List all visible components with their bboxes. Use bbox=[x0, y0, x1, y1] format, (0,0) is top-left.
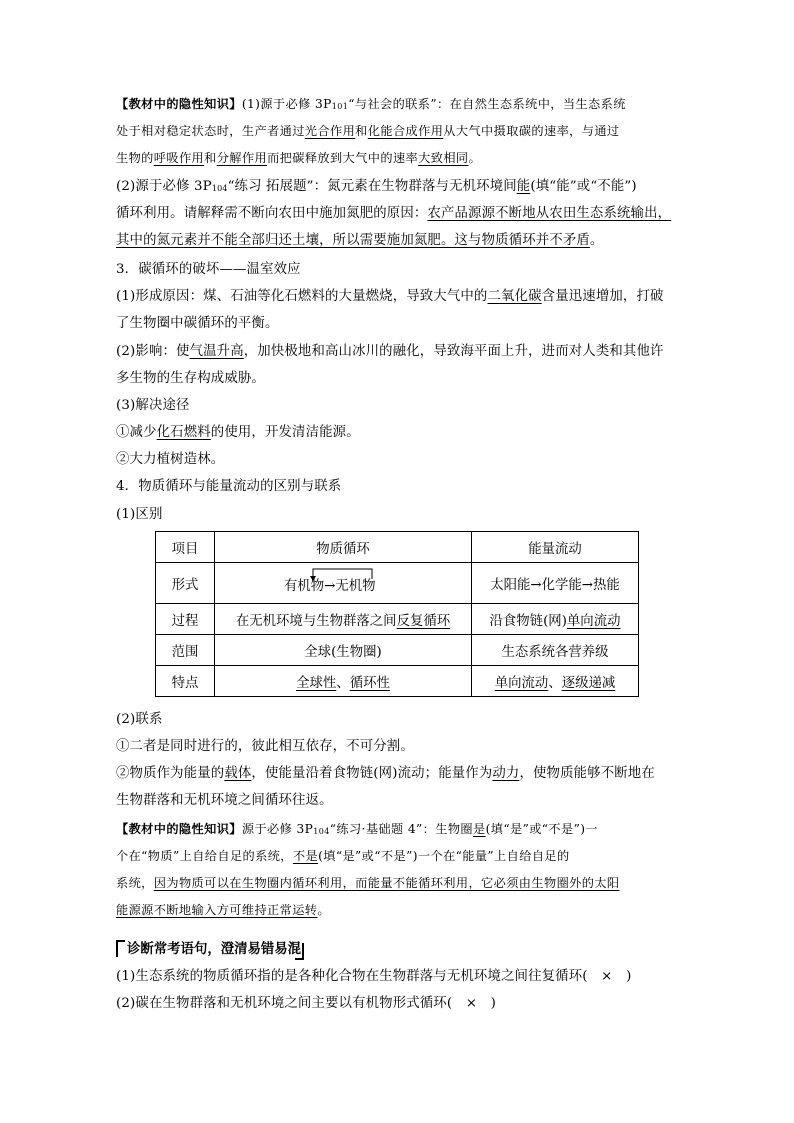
text-segment: 循环利用。请解释需不断向农田中施加氮肥的原因： bbox=[116, 206, 428, 221]
diagnose-question-2: (2)碳在生物群落和无机环境之间主要以有机物形式循环( × ) bbox=[116, 996, 497, 1011]
answer-blank: 循环性 bbox=[349, 675, 390, 691]
cause-line-1 bbox=[116, 284, 686, 310]
text-segment: 而把碳释放到大气中的速率 bbox=[267, 151, 419, 165]
table-cell bbox=[472, 666, 639, 697]
answer-blank: 因为物质可以在生物圈内循环利用，而能量不能循环利用，它必须由生物圈外的太阳 bbox=[153, 876, 620, 890]
table-cell: 生态系统各营养级 bbox=[472, 635, 639, 666]
text-segment: 和 bbox=[355, 124, 368, 138]
answer-blank: 全球性 bbox=[296, 675, 337, 691]
table-cell bbox=[472, 604, 639, 635]
text-segment: (填“是”或“不是”)一 bbox=[485, 822, 598, 836]
cycle-diagram bbox=[284, 566, 402, 596]
answer-blank: 分解作用 bbox=[216, 151, 268, 165]
table-cell: 全球(生物圈) bbox=[215, 635, 472, 666]
text-segment: 系统， bbox=[116, 876, 154, 890]
text-segment: 、 bbox=[336, 675, 350, 691]
answer-blank: 光合作用 bbox=[304, 124, 356, 138]
table-header-cell: 物质循环 bbox=[215, 532, 472, 563]
relation-item-2-line-1 bbox=[116, 761, 686, 787]
hidden-knowledge-2-line-1 bbox=[116, 816, 686, 845]
answer-blank: 呼吸作用 bbox=[153, 151, 205, 165]
text-segment: “练习 拓展题”：氮元素在生物群落与无机环境间 bbox=[227, 179, 517, 194]
table-row bbox=[156, 604, 639, 635]
diagnose-section-header bbox=[116, 938, 306, 960]
hidden-knowledge-2-line-3 bbox=[116, 870, 686, 896]
answer-blank: 不是 bbox=[292, 849, 319, 863]
table-row bbox=[156, 635, 639, 666]
hidden-knowledge-2-line-2 bbox=[116, 843, 686, 869]
page-subscript: 101 bbox=[331, 102, 349, 111]
text-segment: 。 bbox=[317, 903, 330, 917]
text-segment: (1)源于必修 3P bbox=[241, 97, 332, 111]
answer-blank: 农产品源源不断地从农田生态系统输出， bbox=[427, 206, 672, 221]
text-segment: “练习·基础题 4”：生物圈 bbox=[329, 822, 474, 836]
row-label: 过程 bbox=[156, 604, 215, 635]
table-header-row bbox=[156, 532, 639, 563]
text-segment: 源于必修 3P bbox=[241, 822, 314, 836]
left-bracket-icon bbox=[116, 940, 125, 957]
solution-heading: (3)解决途径 bbox=[116, 398, 190, 413]
hidden-knowledge-2-line-4 bbox=[116, 897, 686, 923]
diagnose-title: 诊断常考语句，澄清易错易混 bbox=[127, 941, 302, 957]
text-segment: 的使用，开发清洁能源。 bbox=[210, 425, 360, 440]
nitrogen-para-line-3 bbox=[116, 228, 686, 254]
table-row bbox=[156, 666, 639, 697]
answer-blank: 单向流动 bbox=[566, 613, 621, 629]
nitrogen-para-line-1 bbox=[116, 174, 686, 202]
table-row bbox=[156, 563, 639, 604]
answer-blank: 反复循环 bbox=[396, 613, 451, 629]
answer-blank: 能源源不断地输入方可维持正常运转 bbox=[116, 903, 318, 917]
row-label: 范围 bbox=[156, 635, 215, 666]
table-header-cell: 项目 bbox=[156, 532, 215, 563]
section-3-title: 3．碳循环的破坏——温室效应 bbox=[116, 262, 301, 277]
text-segment: ，使物质能够不断地在 bbox=[519, 766, 655, 781]
text-segment: 、 bbox=[548, 675, 562, 691]
solution-item-2: ②大力植树造林。 bbox=[116, 452, 225, 467]
page-subscript: 104 bbox=[211, 184, 228, 193]
answer-blank: 动力 bbox=[492, 766, 520, 781]
text-segment: 和 bbox=[204, 151, 217, 165]
text-segment: ，加快极地和高山冰川的融化，导致海平面上升，进而对人类和其他许 bbox=[243, 344, 664, 359]
right-bracket-icon bbox=[295, 943, 304, 960]
answer-blank: 其中的氮元素并不能全部归还土壤，所以需要施加氮肥。这与物质循环并不矛盾 bbox=[116, 233, 590, 248]
hidden-knowledge-1-line-1 bbox=[116, 91, 686, 120]
text-segment: 沿食物链(网) bbox=[489, 613, 567, 629]
answer-blank: 是 bbox=[473, 822, 486, 836]
answer-blank: 能 bbox=[516, 179, 531, 194]
answer-blank: 气温升高 bbox=[189, 344, 244, 359]
hidden-knowledge-1-line-2 bbox=[116, 118, 686, 144]
text-segment: 在无机环境与生物群落之间 bbox=[235, 613, 397, 629]
hidden-knowledge-1-line-3 bbox=[116, 145, 686, 171]
row-label: 形式 bbox=[156, 563, 215, 604]
text-segment: ②物质作为能量的 bbox=[116, 766, 225, 781]
answer-blank: 化能合成作用 bbox=[367, 124, 444, 138]
answer-blank: 化石燃料 bbox=[156, 425, 211, 440]
text-segment: (填“是”或“不是”)一个在“能量”上自给自足的 bbox=[318, 849, 570, 863]
effect-line-1 bbox=[116, 339, 686, 365]
hidden-knowledge-tag: 【教材中的隐性知识】 bbox=[116, 822, 242, 836]
text-segment: 个在“物质”上自给自足的系统， bbox=[116, 849, 293, 863]
text-segment: (填“能”或“不能”) bbox=[530, 179, 637, 194]
answer-blank: 单向流动 bbox=[494, 675, 549, 691]
row-label: 特点 bbox=[156, 666, 215, 697]
section-4-title: 4．物质循环与能量流动的区别与联系 bbox=[116, 479, 342, 494]
text-segment: “与社会的联系”：在自然生态系统中，当生态系统 bbox=[348, 97, 626, 111]
text-segment: (1)形成原因：煤、石油等化石燃料的大量燃烧，导致大气中的 bbox=[116, 289, 488, 304]
relation-item-1: ①二者是同时进行的，彼此相互依存，不可分割。 bbox=[116, 739, 414, 754]
text-segment: (2)影响：使 bbox=[116, 344, 190, 359]
text-segment: 。 bbox=[468, 151, 482, 165]
relation-item-2-line-2: 生物群落和无机环境之间循环往返。 bbox=[116, 793, 333, 808]
text-segment: 含量迅速增加，打破 bbox=[541, 289, 664, 304]
text-segment: (2)源于必修 3P bbox=[116, 179, 212, 194]
answer-blank: 大致相同 bbox=[418, 151, 469, 165]
table-cell: 太阳能→化学能→热能 bbox=[472, 563, 639, 604]
table-header-cell: 能量流动 bbox=[472, 532, 639, 563]
table-cell bbox=[215, 666, 472, 697]
cause-line-2: 了生物圈中碳循环的平衡。 bbox=[116, 316, 279, 331]
text-segment: 处于相对稳定状态时，生产者通过 bbox=[116, 124, 305, 138]
solution-item-1 bbox=[116, 420, 686, 446]
text-segment: 从大气中摄取碳的速率，与通过 bbox=[443, 124, 620, 138]
nitrogen-para-line-2 bbox=[116, 201, 686, 227]
cycle-label: 有机物→无机物 bbox=[284, 579, 376, 594]
text-segment: 生物的 bbox=[116, 151, 154, 165]
hidden-knowledge-tag: 【教材中的隐性知识】 bbox=[116, 97, 242, 111]
difference-heading: (1)区别 bbox=[116, 507, 163, 522]
cycle-diagram-cell bbox=[215, 563, 472, 604]
effect-line-2: 多生物的生存构成威胁。 bbox=[116, 371, 265, 386]
answer-blank: 逐级递减 bbox=[561, 675, 616, 691]
table-cell bbox=[215, 604, 472, 635]
page-subscript: 104 bbox=[313, 827, 330, 836]
answer-blank: 载体 bbox=[224, 766, 252, 781]
text-segment: ①减少 bbox=[116, 425, 157, 440]
comparison-table bbox=[155, 531, 639, 697]
answer-blank: 二氧化碳 bbox=[487, 289, 542, 304]
diagnose-question-1: (1)生态系统的物质循环指的是各种化合物在生物群落与无机环境之间往复循环( × ) bbox=[116, 969, 632, 984]
text-segment: ，使能量沿着食物链(网)流动；能量作为 bbox=[251, 766, 493, 781]
text-segment: 。 bbox=[589, 233, 604, 248]
relation-heading: (2)联系 bbox=[116, 712, 163, 727]
